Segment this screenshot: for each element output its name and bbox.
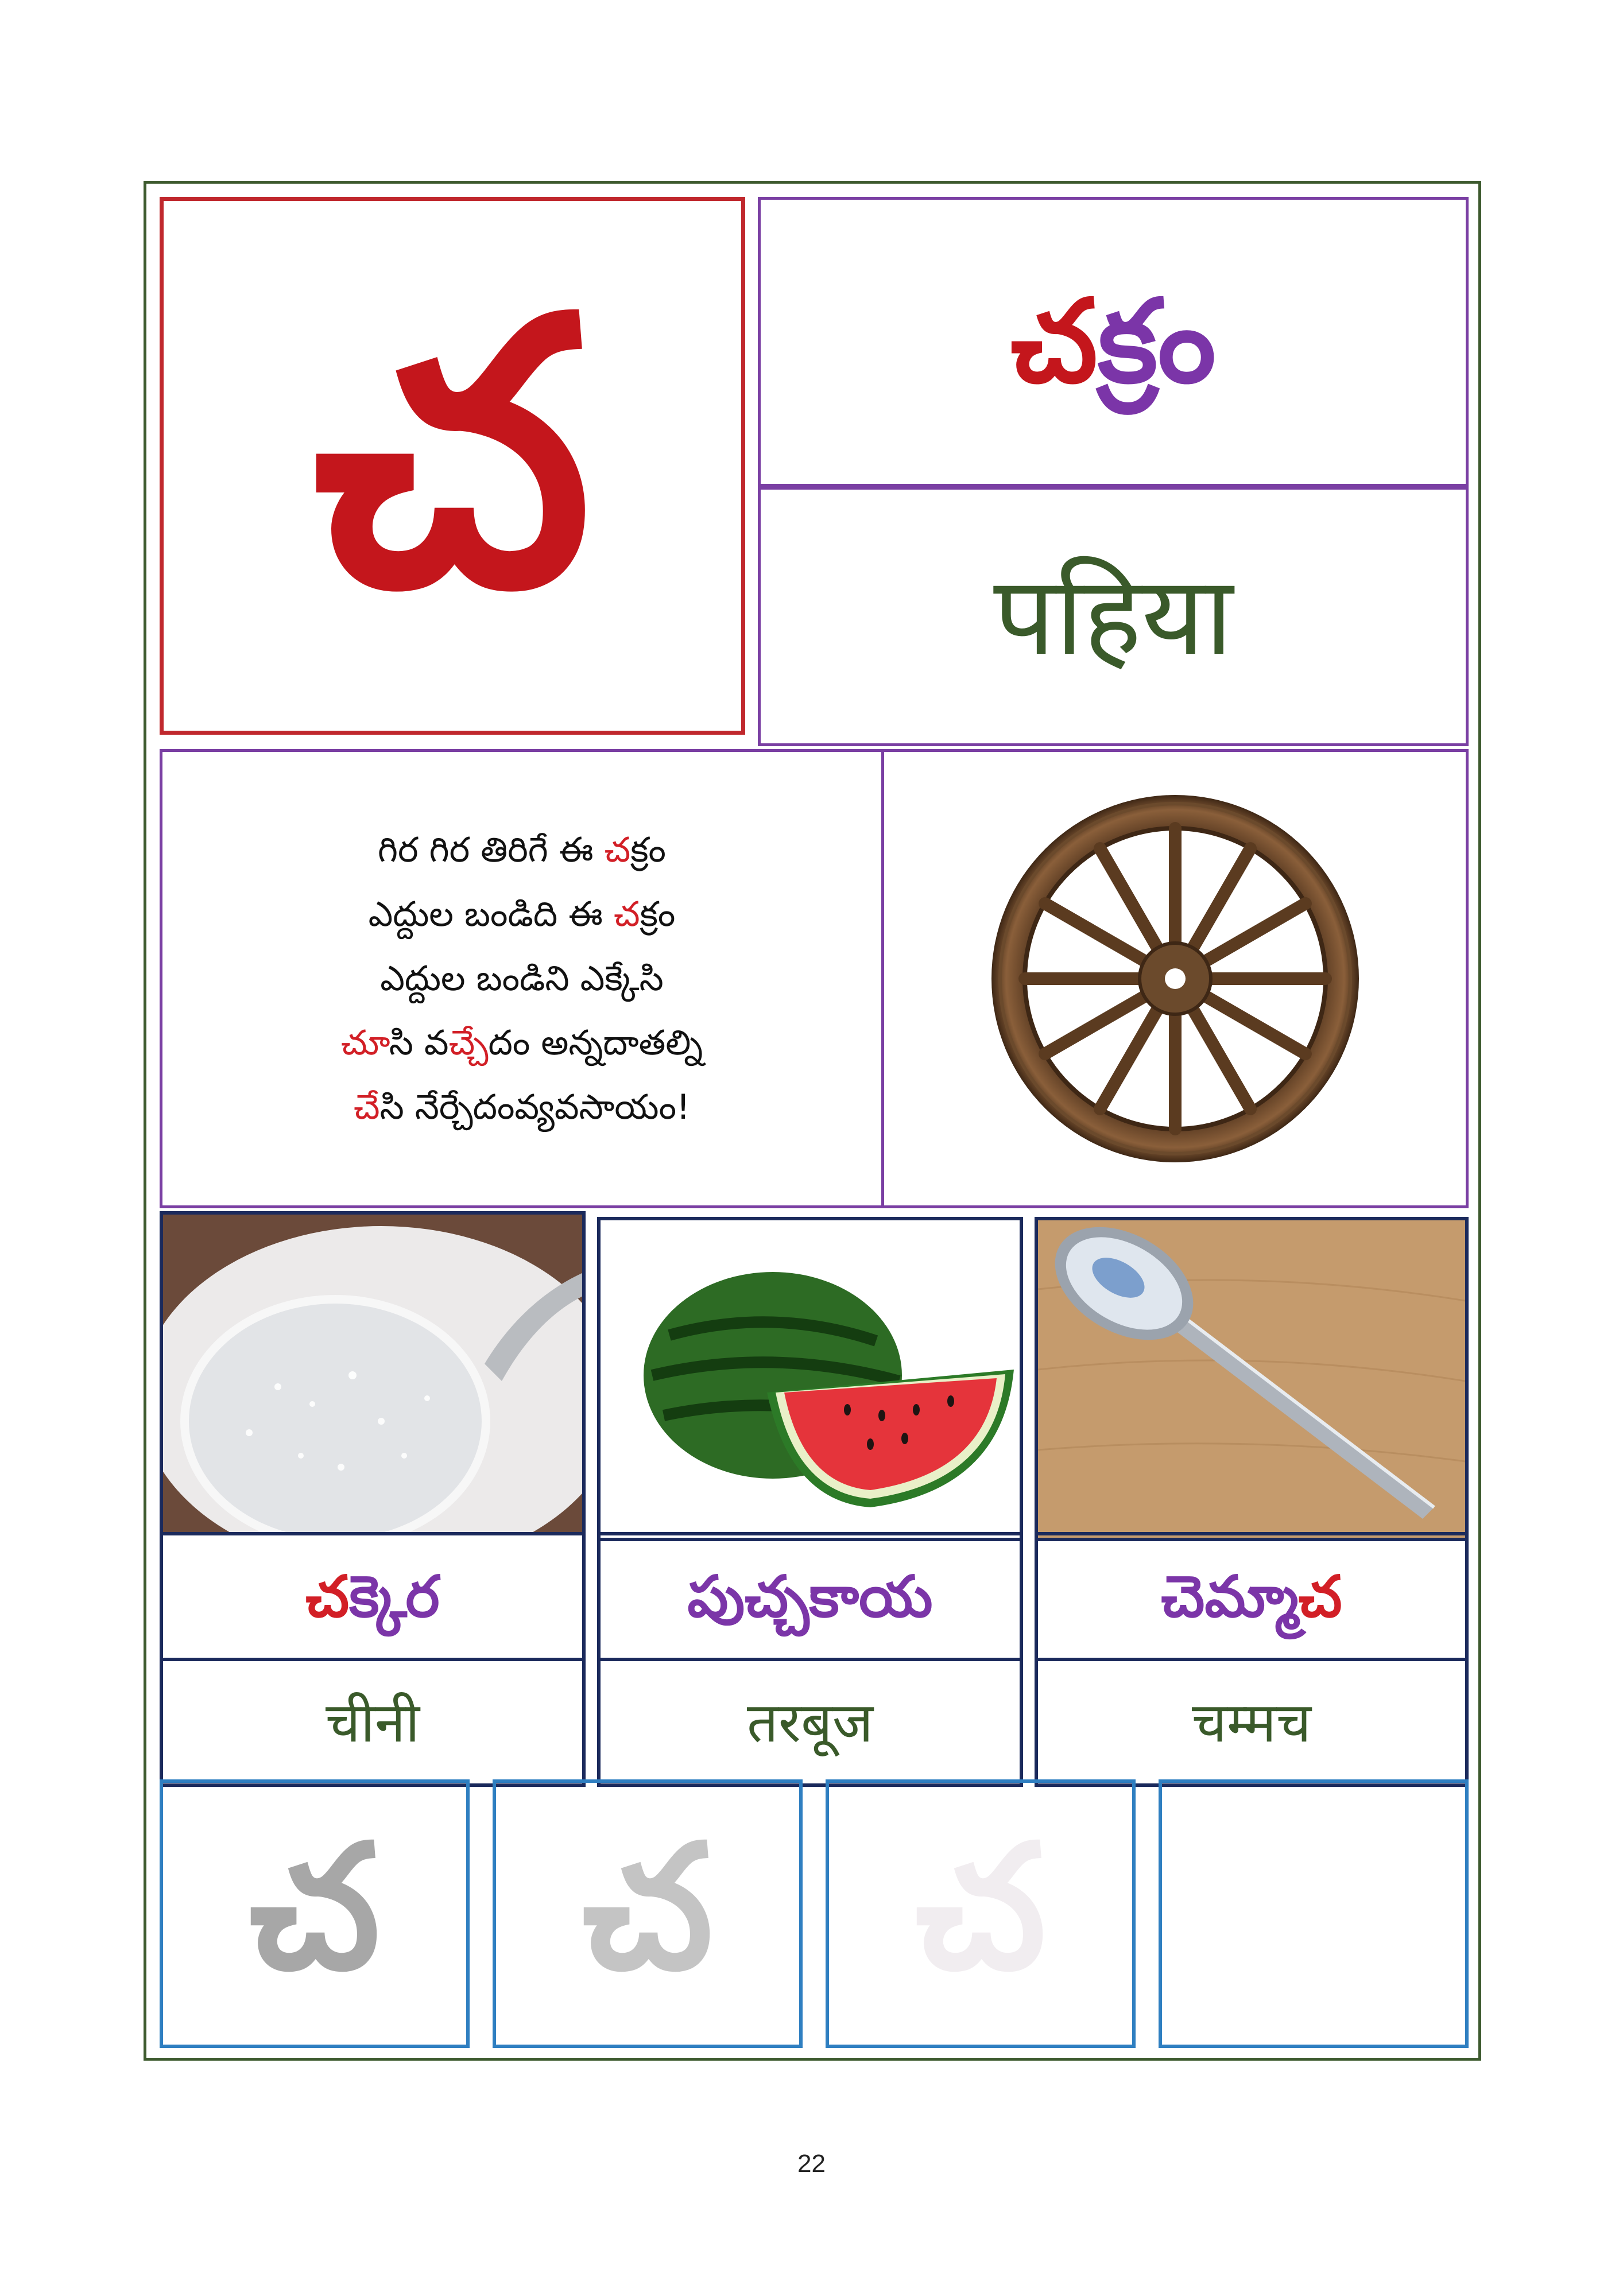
sugar-image-card [160, 1211, 586, 1535]
telugu-word-first: చ [1010, 274, 1098, 409]
poem-line-2: ఎద్దుల బండిది ఈ చక్రం [368, 894, 676, 934]
item-telugu-1: చక్కెర [160, 1532, 586, 1661]
item-hindi-3: चम्मच [1035, 1658, 1469, 1787]
poem-line-5: చేసి నేర్దంవ్యవసాయం! [353, 1087, 691, 1127]
trace-box-3[interactable]: చ [826, 1779, 1136, 2048]
watermelon-image [601, 1220, 1020, 1538]
trace-box-2[interactable]: చ [493, 1779, 803, 2048]
trace-box-1[interactable]: చ [160, 1779, 470, 2048]
page-number: 22 [797, 2150, 826, 2178]
item-telugu-2: పుచ్చకాయ [597, 1532, 1023, 1661]
item-telugu-3: చెమ్మాచ [1035, 1532, 1469, 1661]
hindi-word: पहिया [993, 553, 1233, 680]
spoon-image-card [1035, 1217, 1469, 1541]
item-hindi-2: तरबूज [597, 1658, 1023, 1787]
wheel-image-card [881, 749, 1469, 1208]
word-card [758, 197, 1469, 487]
main-letter: చ [312, 240, 592, 668]
spoon-image [1038, 1220, 1465, 1538]
telugu-word-rest: క్రం [1098, 274, 1216, 409]
poem-card [160, 749, 884, 1208]
poem-line-3: ఎద్దుల బండిని ఎక్కేసి [380, 959, 664, 999]
telugu-word [1010, 274, 1216, 409]
sugar-spoon-image [163, 1215, 582, 1532]
poem-line-1: గిర గిర తిరిగే ఈ చక్రం [378, 830, 666, 870]
wooden-wheel-image [986, 789, 1365, 1168]
watermelon-image-card [597, 1217, 1023, 1541]
letter-card [160, 197, 745, 735]
poem-line-4: చూసి వచ్చేదం అన్నదాతల్ని [340, 1023, 703, 1063]
trace-box-4[interactable] [1159, 1779, 1469, 2048]
item-hindi-1: चीनी [160, 1658, 586, 1787]
hindi-word-card [758, 487, 1469, 746]
